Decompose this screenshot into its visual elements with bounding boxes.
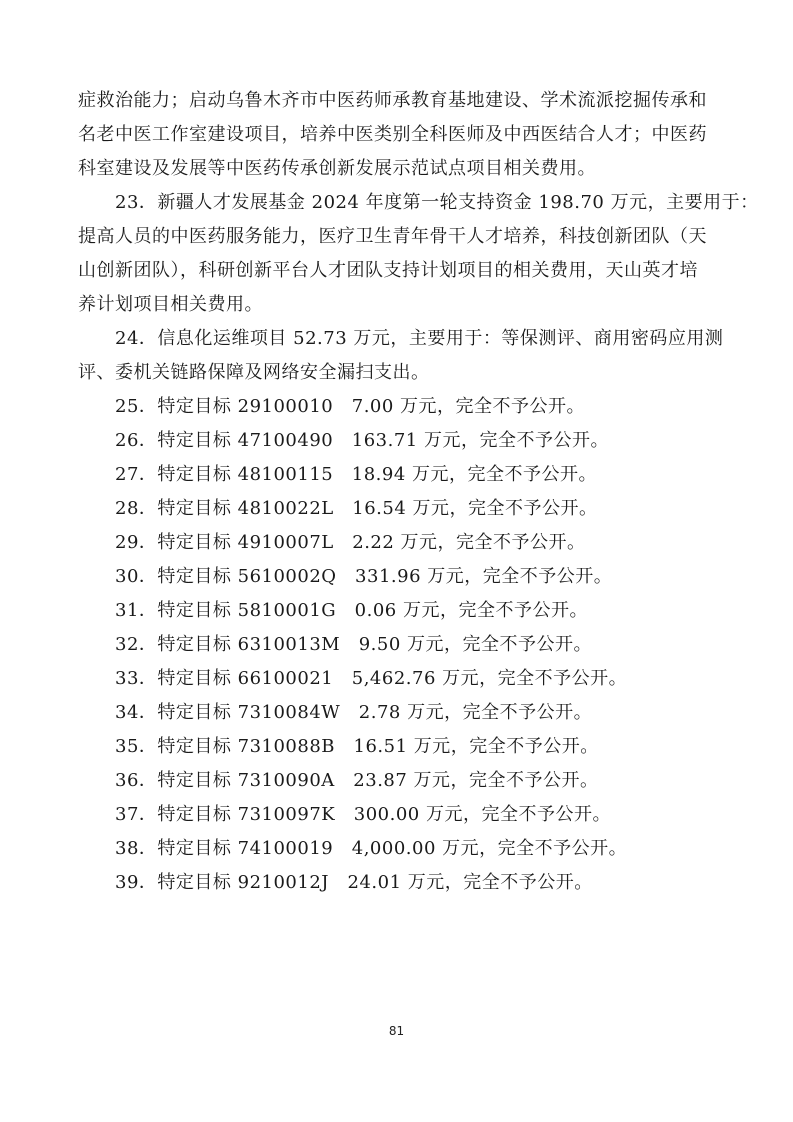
list-item: 35．特定目标 7310088B 16.51 万元，完全不予公开。 [115,736,599,757]
text-line: 24．信息化运维项目 52.73 万元，主要用于：等保测评、商用密码应用测 [115,328,724,349]
page-number: 81 [388,1024,405,1038]
text-line: 养计划项目相关费用。 [78,294,263,315]
page-body [78,84,759,900]
list-item: 39．特定目标 9210012J 24.01 万元，完全不予公开。 [115,872,593,893]
target-item-list [78,390,718,900]
list-item: 31．特定目标 5810001G 0.06 万元，完全不予公开。 [115,600,588,621]
paragraph-item-23 [78,186,759,322]
paragraph-continuation [78,84,718,186]
list-item: 30．特定目标 5610002Q 331.96 万元，完全不予公开。 [115,566,613,587]
list-item: 33．特定目标 66100021 5,462.76 万元，完全不予公开。 [115,668,628,689]
list-item: 37．特定目标 7310097K 300.00 万元，完全不予公开。 [115,804,611,825]
text-line: 山创新团队），科研创新平台人才团队支持计划项目的相关费用，天山英才培 [78,260,698,281]
list-item: 28．特定目标 4810022L 16.54 万元，完全不予公开。 [115,498,598,519]
list-item: 26．特定目标 47100490 163.71 万元，完全不予公开。 [115,430,609,451]
text-line: 23．新疆人才发展基金 2024 年度第一轮支持资金 198.70 万元，主要用于： [115,192,759,213]
list-item: 36．特定目标 7310090A 23.87 万元，完全不予公开。 [115,770,599,791]
text-line: 评、委机关链路保障及网络安全漏扫支出。 [78,362,430,383]
text-line: 症救治能力；启动乌鲁木齐市中医药师承教育基地建设、学术流派挖掘传承和 [78,90,707,111]
list-item: 25．特定目标 29100010 7.00 万元，完全不予公开。 [115,396,586,417]
paragraph-item-24 [78,322,724,390]
list-item: 29．特定目标 4910007L 2.22 万元，完全不予公开。 [115,532,586,553]
text-line: 科室建设及发展等中医药传承创新发展示范试点项目相关费用。 [78,158,596,179]
list-item: 32．特定目标 6310013M 9.50 万元，完全不予公开。 [115,634,593,655]
list-item: 27．特定目标 48100115 18.94 万元，完全不予公开。 [115,464,597,485]
list-item: 34．特定目标 7310084W 2.78 万元，完全不予公开。 [115,702,593,723]
text-line: 名老中医工作室建设项目，培养中医类别全科医师及中西医结合人才；中医药 [78,124,707,145]
list-item: 38．特定目标 74100019 4,000.00 万元，完全不予公开。 [115,838,628,859]
text-line: 提高人员的中医药服务能力，医疗卫生青年骨干人才培养，科技创新团队（天 [78,226,707,247]
